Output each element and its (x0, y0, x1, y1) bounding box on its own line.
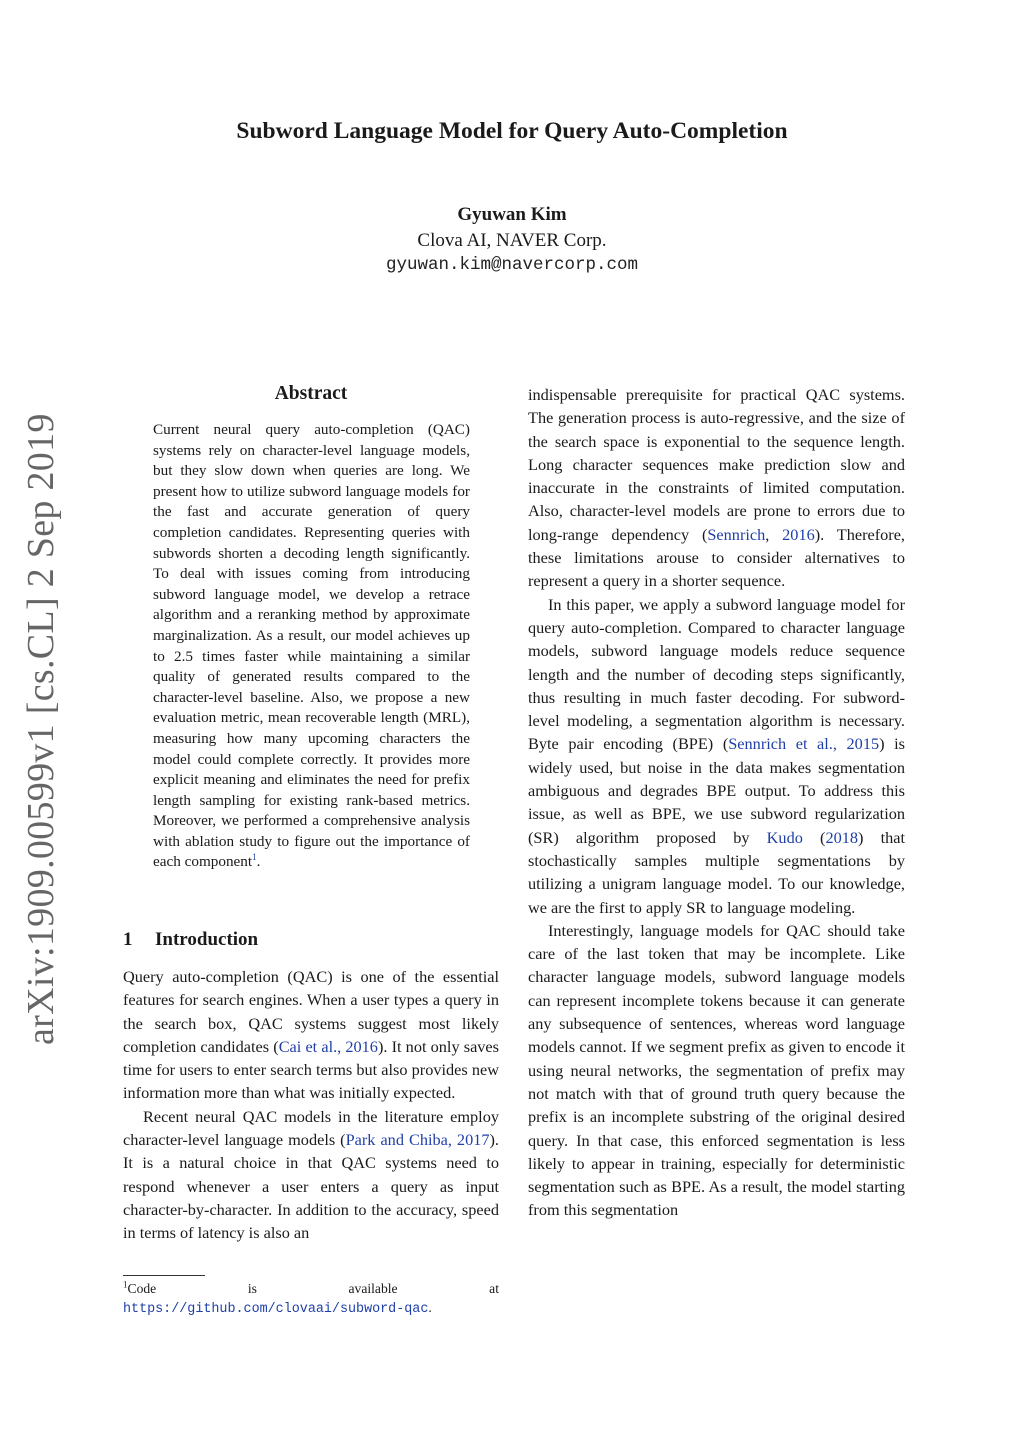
right-paragraph-3 (528, 919, 905, 1222)
abstract-heading: Abstract (274, 383, 348, 404)
author-name: Gyuwan Kim (457, 204, 567, 225)
paper-title: Subword Language Model for Query Auto-Completion (236, 118, 788, 144)
citation-link[interactable]: 2016 (782, 524, 815, 544)
intro-body (123, 965, 499, 1245)
citation-link[interactable]: Park and Chiba, 2017 (345, 1130, 490, 1150)
right-column-body (528, 383, 905, 1222)
abstract-text (153, 420, 470, 873)
intro-paragraph-2 (123, 1105, 499, 1245)
text-run: ). It is a natural choice in that QAC systems need to respond whenever a user enters a query as input character-by-character. In addition to the accuracy, speed in terms of latency is also an (123, 1130, 499, 1243)
author-email[interactable]: gyuwan.kim@navercorp.com (385, 255, 639, 275)
text-run: indispensable prerequisite for practical QAC systems. The generation process is auto-regressive, and the size of the search space is exponential to the sequence length. Long character sequences make prediction slow and inaccurate in the constraints of limited computation. Also, character-level models are prone to errors due to long-range dependency ( (528, 385, 905, 544)
right-paragraph-1 (528, 383, 905, 593)
text-run: ) that stochastically samples multiple segmentations by utilizing a unigram language model. To our knowledge, we are the first to apply SR to language modeling. (528, 827, 906, 917)
section-number: 1 (123, 929, 133, 950)
text-run: ( (802, 827, 826, 847)
text-run: , (765, 524, 783, 544)
text-run: ). It not only saves time for users to enter search terms but also provides new information more than what was initially expected. (123, 1036, 499, 1103)
text-run: ). Therefore, these limitations arouse to consider alternatives to represent a query in a shorter sequence. (528, 524, 905, 591)
text-run: Query auto-completion (QAC) is one of the essential features for search engines. When a user types a query in the search box, QAC systems suggest most likely completion candidates ( (123, 967, 499, 1056)
citation-link[interactable]: Sennrich et al., 2015 (728, 734, 880, 754)
section-heading-introduction (123, 929, 499, 951)
abstract-body (153, 420, 470, 873)
footnote-mark: 1 (123, 1279, 128, 1290)
abstract-end: . (256, 853, 261, 871)
footnote-text: Code is available at (127, 1281, 499, 1296)
footnote-url-link[interactable]: https://github.com/clovaai/subword-qac (123, 1301, 429, 1317)
footnote-divider (123, 1275, 205, 1276)
text-run: In this paper, we apply a subword language model for query auto-completion. Compared to character language models, subword language models reduce sequence length and the number of decoding steps significantly, thus resulting in much faster decoding. For subword-level modeling, a segmentation algorithm is necessary. Byte pair encoding (BPE) ( (528, 594, 905, 754)
text-run: Interestingly, language models for QAC should take care of the last token that may be incomplete. Like character language models, subword language models can represent incomplete tokens because it can generate any subsequence of sentences, whereas word language models cannot. If we segment prefix as given to encode it using neural networks, the segmentation of prefix may not match with that of ground truth query because the prefix is an incomplete substring of the original desired query. In that case, this enforced segmentation is less likely to appear in training, especially for deterministic segmentation such as BPE. As a result, the model starting from this segmentation (528, 920, 905, 1220)
author-affiliation: Clova AI, NAVER Corp. (417, 230, 607, 251)
footnote (123, 1280, 499, 1319)
citation-link[interactable]: Cai et al., 2016 (278, 1036, 378, 1056)
arxiv-identifier: arXiv:1909.00599v1 [cs.CL] 2 Sep 2019 (20, 413, 62, 1045)
abstract-text-content: Current neural query auto-completion (QAC) systems rely on character-level language models, but they slow down when queries are long. We present how to utilize subword language models for the fast and accurate generation of query completion candidates. Representing queries with subwords shorten a decoding length significantly. To deal with issues coming from introducing subword language model, we develop a retrace algorithm and a reranking method by approximate marginalization. As a result, our model achieves up to 2.5 times faster while maintaining a similar quality of generated results compared to the character-level baseline. Also, we propose a new evaluation metric, mean recoverable length (MRL), measuring how many upcoming characters the model could complete correctly. It provides more explicit meaning and eliminates the need for prefix length sampling for existing rank-based metrics. Moreover, we performed a comprehensive analysis with ablation study to figure out the importance of each component (153, 421, 470, 871)
text-run: Recent neural QAC models in the literature employ character-level language models ( (123, 1106, 499, 1150)
citation-link[interactable]: 2018 (825, 827, 859, 847)
intro-paragraph-1 (123, 965, 499, 1105)
footnote-end: . (428, 1299, 432, 1315)
right-paragraph-2 (528, 593, 905, 919)
section-title: Introduction (155, 929, 259, 950)
footnote-ref[interactable]: 1 (252, 852, 257, 863)
text-run: ) is widely used, but noise in the data makes segmentation ambiguous and degrades BPE output. To address this issue, as well as BPE, we use subword regularization (SR) algorithm proposed by (528, 734, 905, 847)
citation-link[interactable]: Kudo (766, 827, 803, 847)
citation-link[interactable]: Sennrich (707, 524, 766, 544)
